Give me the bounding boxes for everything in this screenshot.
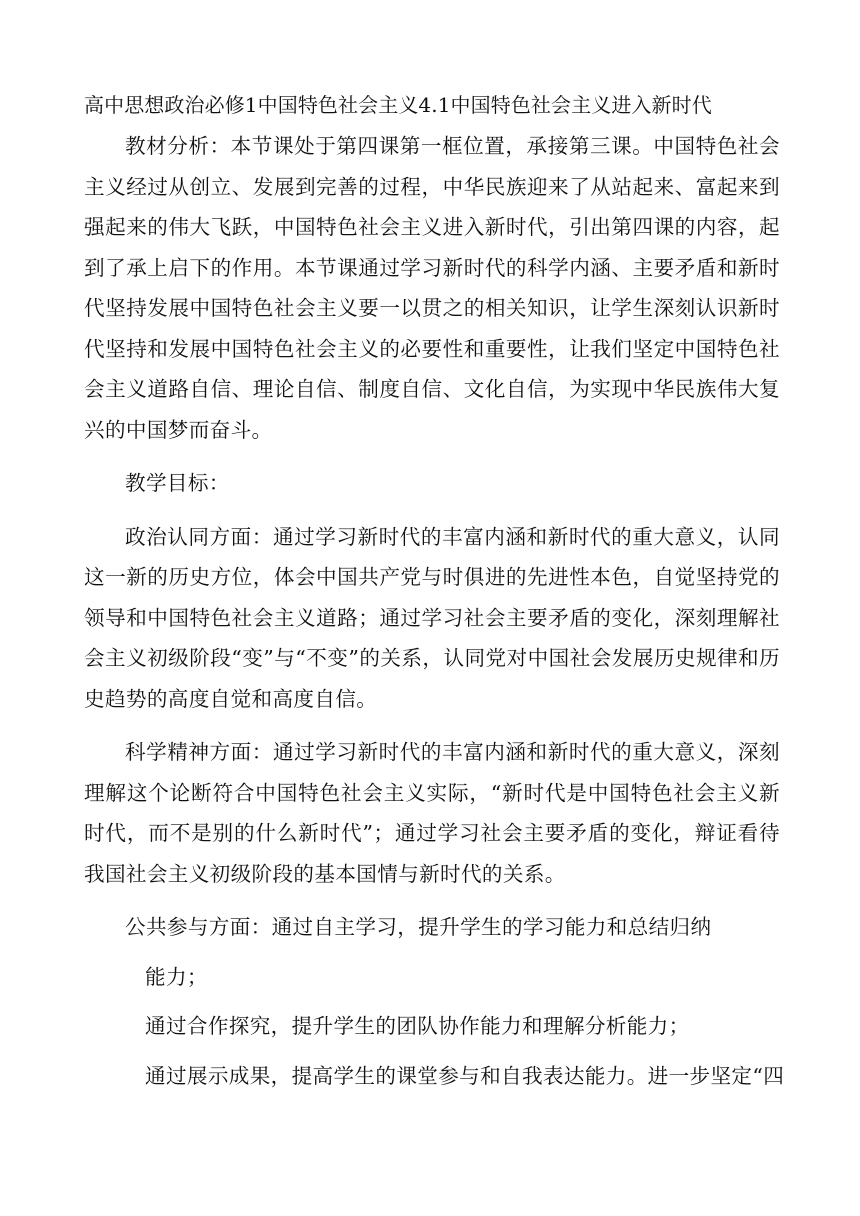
textbook-analysis-paragraph: 教材分析：本节课处于第四课第一框位置，承接第三课。中国特色社会主义经过从创立、发展到完善的过程，中华民族迎来了从站起来、富起来到强起来的伟大飞跃，中国特色社会主义进入新时代，引出第四课的内容，起到了承上启下的作用。本节课通过学习新时代的科学内涵、主要矛盾和新时代坚持发展中国特色社会主义要一以贯之的相关知识，让学生深刻认识新时代坚持和发展中国特色社会主义的必要性和重要性，让我们坚定中国特色社会主义道路自信、理论自信、制度自信、文化自信，为实现中华民族伟大复兴的中国梦而奋斗。 bbox=[84, 134, 780, 442]
teaching-goals-heading: 教学目标： bbox=[125, 471, 230, 495]
public-participation-line-4: 通过展示成果，提高学生的课堂参与和自我表达能力。进一步坚定“四 bbox=[145, 1063, 785, 1088]
document-body bbox=[84, 88, 785, 1105]
public-participation-line-1: 公共参与方面：通过自主学习，提升学生的学习能力和总结归纳 bbox=[125, 915, 712, 939]
public-participation-line-2: 能力； bbox=[145, 964, 208, 989]
public-participation-line-3: 通过合作探究，提升学生的团队协作能力和理解分析能力； bbox=[145, 1014, 690, 1038]
document-title: 高中思想政治必修1中国特色社会主义4.1中国特色社会主义进入新时代 bbox=[84, 93, 712, 117]
political-identity-paragraph: 政治认同方面：通过学习新时代的丰富内涵和新时代的重大意义，认同这一新的历史方位，体会中国共产党与时俱进的先进性本色，自觉坚持党的领导和中国特色社会主义道路；通过学习社会主要矛盾的变化，深刻理解社会主义初级阶段“变”与“不变”的关系，认同党对中国社会发展历史规律和历史趋势的高度自觉和高度自信。 bbox=[84, 524, 780, 711]
scientific-spirit-paragraph: 科学精神方面：通过学习新时代的丰富内涵和新时代的重大意义，深刻理解这个论断符合中国特色社会主义实际，“新时代是中国特色社会主义新时代，而不是别的什么新时代”；通过学习社会主要矛盾的变化，辩证看待我国社会主义初级阶段的基本国情与新时代的关系。 bbox=[84, 740, 780, 886]
